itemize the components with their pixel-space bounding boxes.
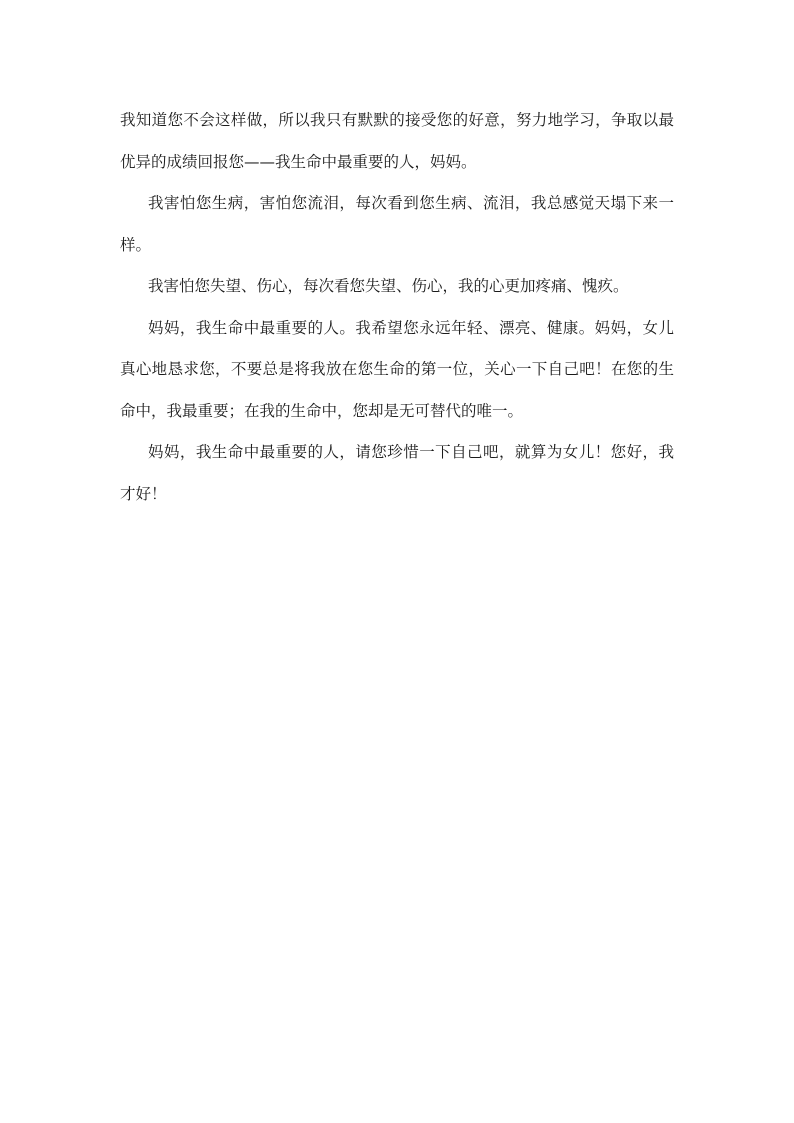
- paragraph-1: 我知道您不会这样做，所以我只有默默的接受您的好意，努力地学习，争取以最优异的成绩回报您——我生命中最重要的人，妈妈。: [120, 111, 674, 171]
- paragraph-4: 妈妈，我生命中最重要的人。我希望您永远年轻、漂亮、健康。妈妈，女儿真心地恳求您，不要总是将我放在您生命的第一位，关心一下自己吧！在您的生命中，我最重要；在我的生命中，您却是无可替代的唯一。: [120, 318, 674, 420]
- paragraph-2: 我害怕您生病，害怕您流泪，每次看到您生病、流泪，我总感觉天塌下来一样。: [120, 194, 674, 254]
- paragraph-5: 妈妈，我生命中最重要的人，请您珍惜一下自己吧，就算为女儿！您好，我才好！: [120, 443, 674, 503]
- paragraph-3: 我害怕您失望、伤心，每次看您失望、伤心，我的心更加疼痛、愧疚。: [148, 277, 629, 295]
- document-body: [120, 100, 674, 515]
